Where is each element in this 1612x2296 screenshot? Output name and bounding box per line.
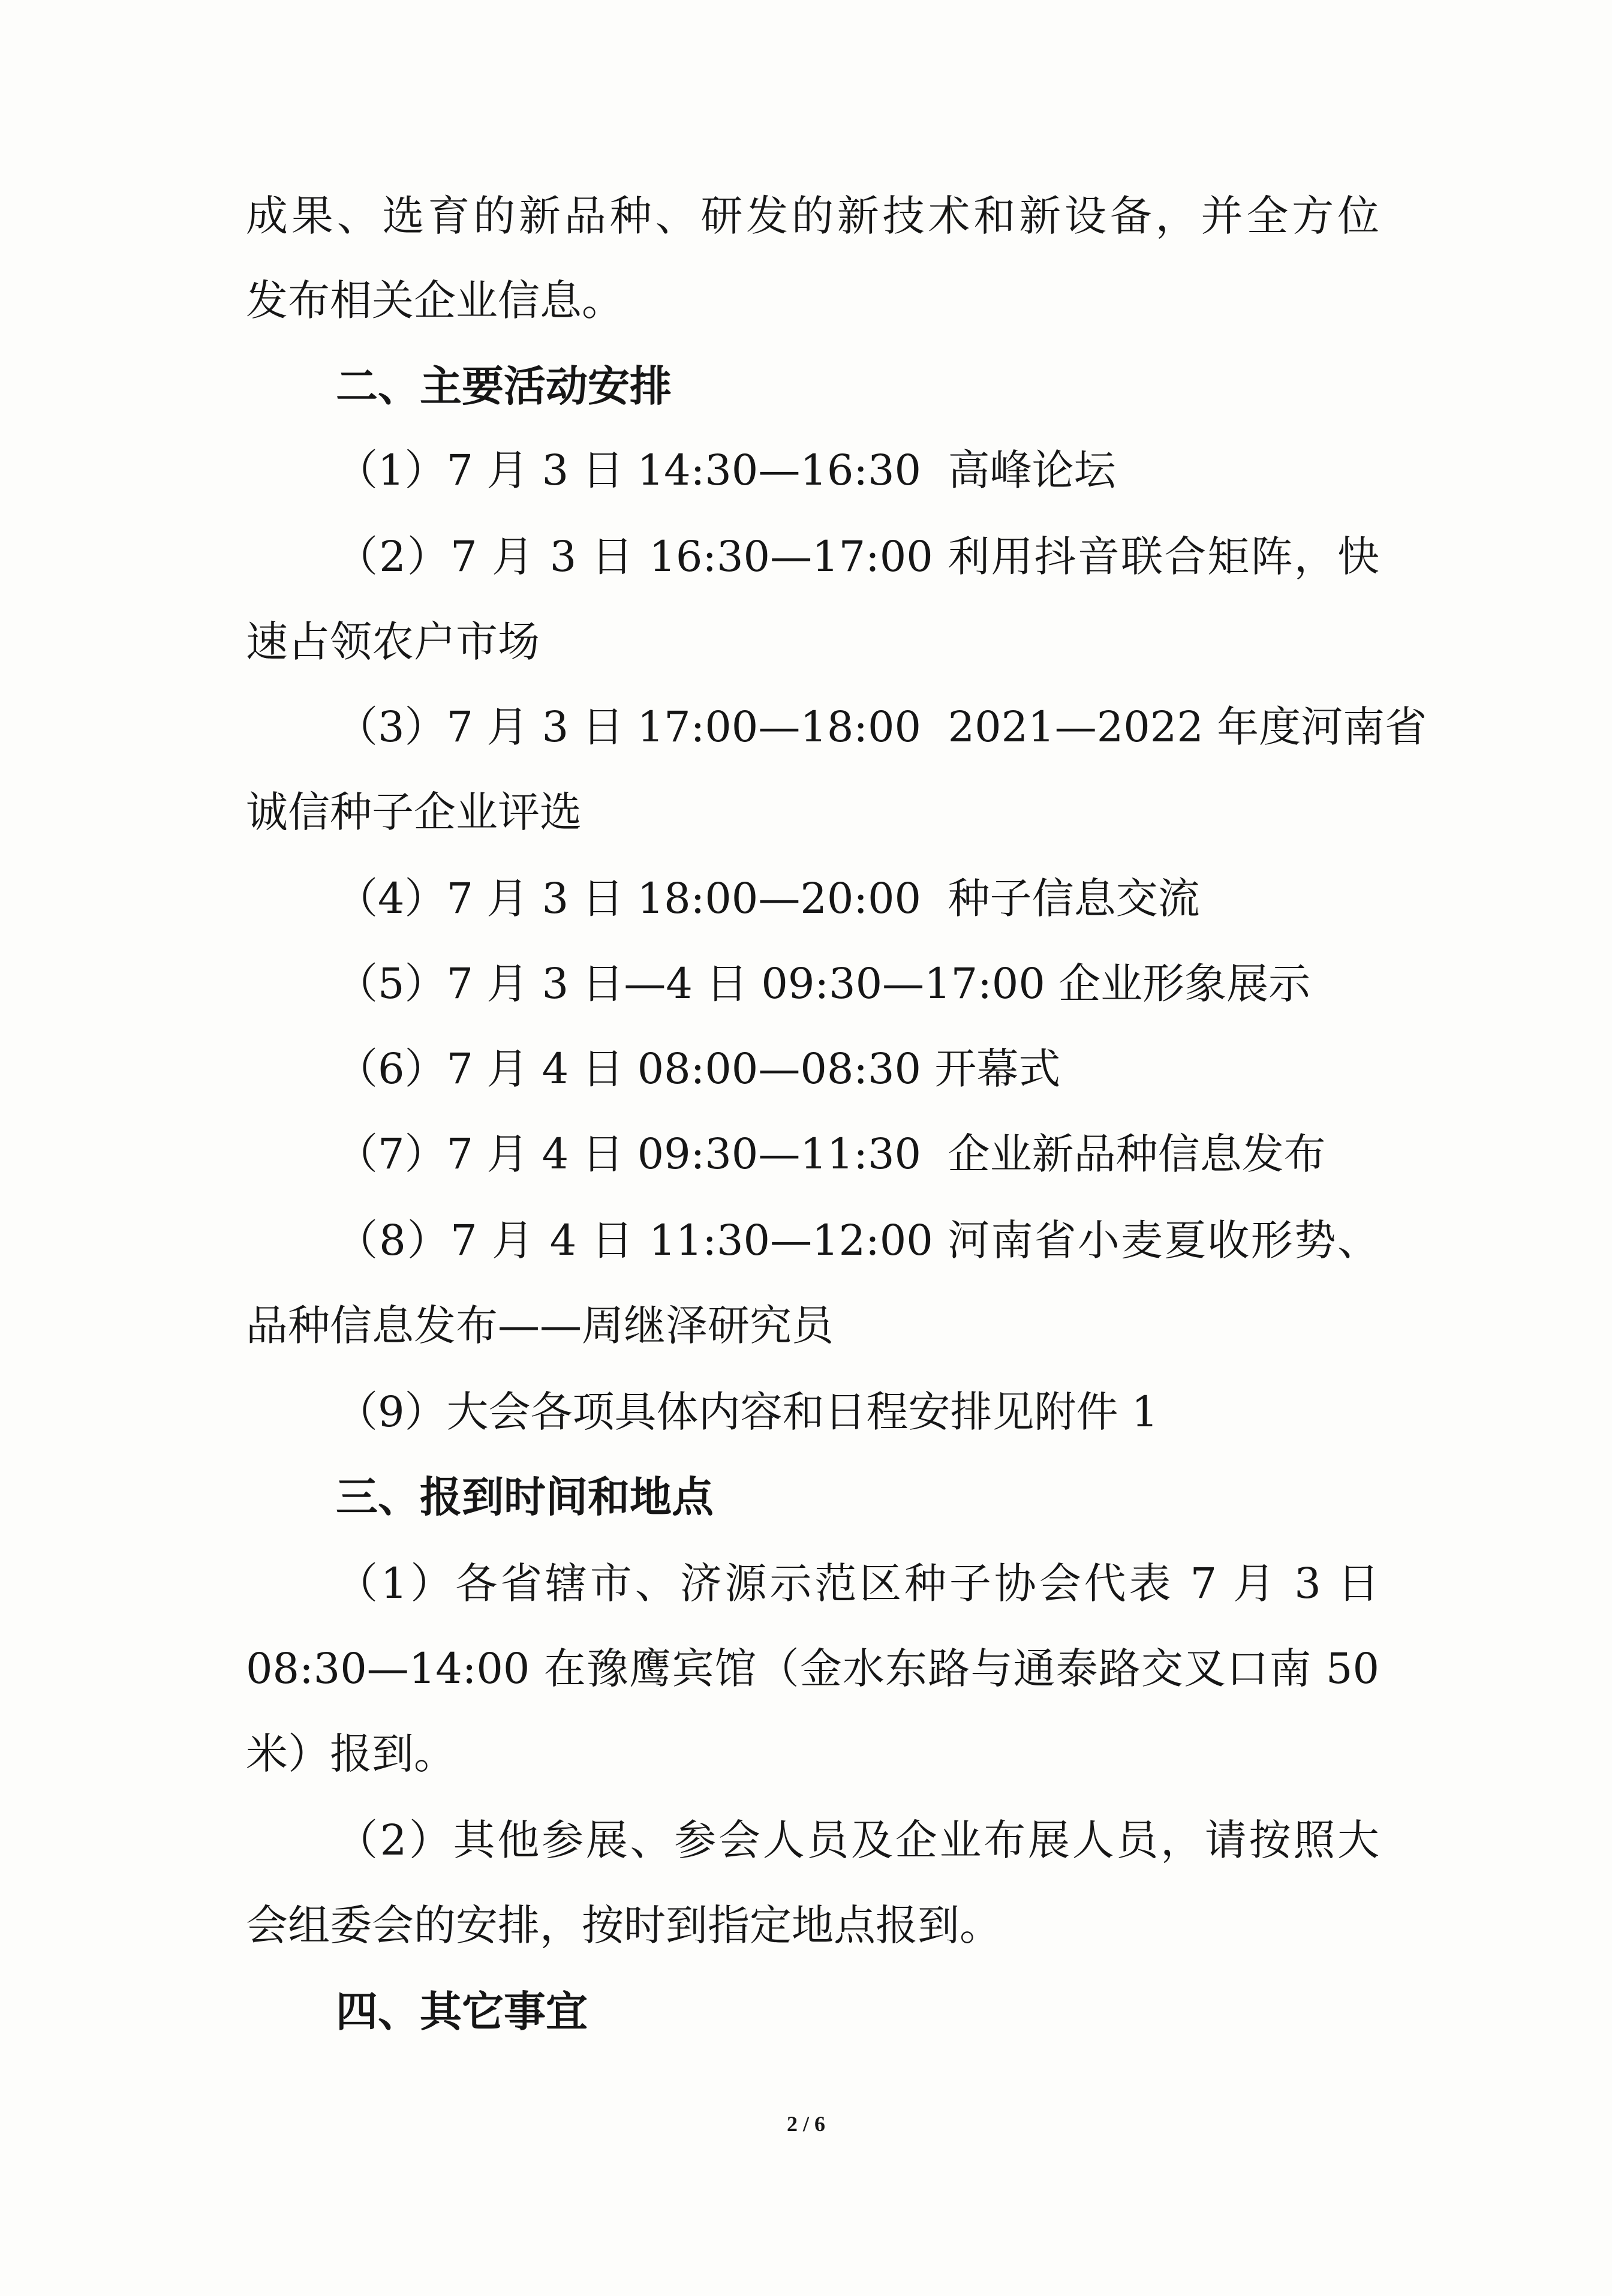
activity-item-3-line-1: （3）7 月 3 日 17:00—18:00 2021—2022 年度河南省 (336, 702, 1427, 752)
registration-item-1-line-1: （1）各省辖市、济源示范区种子协会代表 7 月 3 日 (336, 1559, 1379, 1608)
activity-item-3-line-2: 诚信种子企业评选 (246, 788, 582, 837)
registration-item-2-line-2: 会组委会的安排，按时到指定地点报到。 (246, 1901, 1002, 1950)
section-heading-activities: 二、主要活动安排 (336, 362, 672, 411)
section-heading-other: 四、其它事宜 (336, 1987, 588, 2036)
activity-item-8-line-1: （8）7 月 4 日 11:30—12:00 河南省小麦夏收形势、 (336, 1216, 1379, 1265)
activity-item-4: （4）7 月 3 日 18:00—20:00 种子信息交流 (336, 874, 1200, 923)
intro-line-2: 发布相关企业信息。 (246, 276, 624, 325)
registration-item-1-line-3: 米）报到。 (246, 1729, 456, 1778)
activity-item-5: （5）7 月 3 日—4 日 09:30—17:00 企业形象展示 (336, 959, 1311, 1008)
page-number: 2 / 6 (786, 2112, 825, 2136)
registration-item-2-line-1: （2）其他参展、参会人员及企业布展人员，请按照大 (336, 1816, 1379, 1865)
activity-item-7: （7）7 月 4 日 09:30—11:30 企业新品种信息发布 (336, 1129, 1326, 1179)
activity-item-9: （9）大会各项具体内容和日程安排见附件 1 (336, 1387, 1159, 1436)
intro-line-1: 成果、选育的新品种、研发的新技术和新设备，并全方位 (246, 191, 1379, 241)
section-heading-registration: 三、报到时间和地点 (336, 1472, 714, 1522)
activity-item-2-line-1: （2）7 月 3 日 16:30—17:00 利用抖音联合矩阵，快 (336, 532, 1379, 581)
registration-item-1-line-2: 08:30—14:00 在豫鹰宾馆（金水东路与通泰路交叉口南 50 (246, 1644, 1379, 1693)
activity-item-8-line-2: 品种信息发布——周继泽研究员 (246, 1301, 834, 1350)
activity-item-2-line-2: 速占领农户市场 (246, 617, 540, 666)
activity-item-6: （6）7 月 4 日 08:00—08:30 开幕式 (336, 1044, 1061, 1093)
activity-item-1: （1）7 月 3 日 14:30—16:30 高峰论坛 (336, 446, 1116, 495)
